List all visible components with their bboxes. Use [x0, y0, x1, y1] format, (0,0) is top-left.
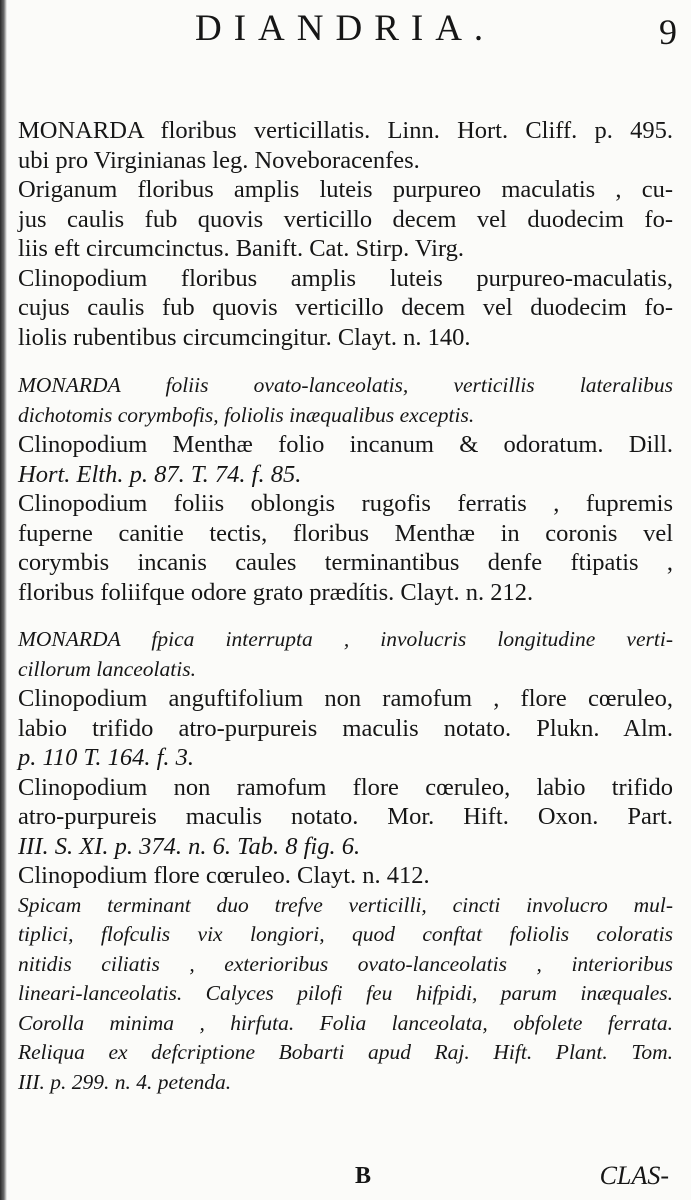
entry-line: Clinopodium foliis oblongis rugofis ferratis , fupremis — [18, 490, 673, 517]
entry-line: floribus foliifque odore grato prædítis. Clayt. n. 212. — [18, 578, 534, 606]
catchword: CLAS- — [599, 1161, 669, 1190]
page-number: 9 — [659, 12, 677, 52]
entry-line: Hort. Elth. p. 87. T. 74. f. 85. — [18, 460, 302, 488]
entry-line: Clinopodium floribus amplis luteis purpureo-maculatis, — [18, 264, 673, 292]
entry-diagnosis-line: MONARDA fpica interrupta , involucris longitudine verti- — [18, 627, 673, 651]
entry-line: fuperne canitie tectis, floribus Menthæ in coronis vel — [18, 519, 673, 547]
entry-diagnosis-line: MONARDA foliis ovato-lanceolatis, verticillis lateralibus — [18, 373, 673, 397]
entry-line: corymbis incanis caules terminantibus denfe ftipatis , — [18, 549, 673, 576]
entry-diagnosis-line: cillorum lanceolatis. — [18, 656, 196, 681]
entry-line: Clinopodium flore cœruleo. Clayt. n. 412. — [18, 862, 430, 889]
entry-diagnosis-line: dichotomis corymbofis, foliolis inæqualibus exceptis. — [18, 402, 475, 427]
entry-line: liis eft circumcinctus. Banift. Cat. Stirp. Virg. — [18, 235, 465, 262]
page-binding-shadow — [0, 0, 7, 1200]
entry-line: Clinopodium non ramofum flore cœruleo, labio trifido — [18, 773, 673, 801]
entry-line: liolis rubentibus circumcingitur. Clayt. n. 140. — [18, 323, 471, 351]
entry-line: ubi pro Virginianas leg. Noveboracenfes. — [18, 146, 420, 174]
entry-description-line: tiplici, flofculis vix longiori, quod conftat foliolis coloratis — [18, 922, 673, 946]
species-entry-monarda-spica-interrupta — [18, 625, 673, 1097]
entry-line: III. S. XI. p. 374. n. 6. Tab. 8 fig. 6. — [18, 832, 361, 860]
entry-line: MONARDA floribus verticillatis. Linn. Hort. Cliff. p. 495. — [18, 117, 673, 144]
entry-line: Clinopodium anguftifolium non ramofum , flore cœruleo, — [18, 685, 673, 712]
entry-line: jus caulis fub quovis verticillo decem vel duodecim fo- — [18, 205, 673, 233]
entry-line: atro-purpureis maculis notato. Mor. Hift. Oxon. Part. — [18, 803, 673, 830]
entry-description-line: Reliqua ex defcriptione Bobarti apud Raj. Hift. Plant. Tom. — [18, 1040, 673, 1064]
entry-line: p. 110 T. 164. f. 3. — [18, 744, 195, 771]
signature-mark: B — [355, 1163, 372, 1189]
running-title: DIANDRIA. — [195, 8, 496, 49]
entry-description-line: lineari-lanceolatis. Calyces pilofi feu hifpidi, parum inæquales. — [18, 981, 673, 1005]
species-entry-monarda-ovato-lanceolata — [18, 371, 673, 607]
running-header — [0, 4, 691, 54]
entry-line: cujus caulis fub quovis verticillo decem vel duodecim fo- — [18, 294, 673, 321]
entry-description-line: Corolla minima , hirfuta. Folia lanceolata, obfolete ferrata. — [18, 1010, 673, 1035]
entry-line: labio trifido atro-purpureis maculis notato. Plukn. Alm. — [18, 714, 673, 742]
entry-line: Clinopodium Menthæ folio incanum & odoratum. Dill. — [18, 431, 673, 458]
species-entry-monarda-verticillata — [18, 116, 673, 352]
entry-description-line: III. p. 299. n. 4. petenda. — [18, 1069, 232, 1094]
page-footer — [0, 1158, 691, 1194]
entry-description-line: nitidis ciliatis , exterioribus ovato-lanceolatis , interioribus — [18, 951, 673, 976]
entry-line: Origanum floribus amplis luteis purpureo maculatis , cu- — [18, 176, 673, 203]
entry-description-line: Spicam terminant duo trefve verticilli, cincti involucro mul- — [18, 892, 673, 917]
